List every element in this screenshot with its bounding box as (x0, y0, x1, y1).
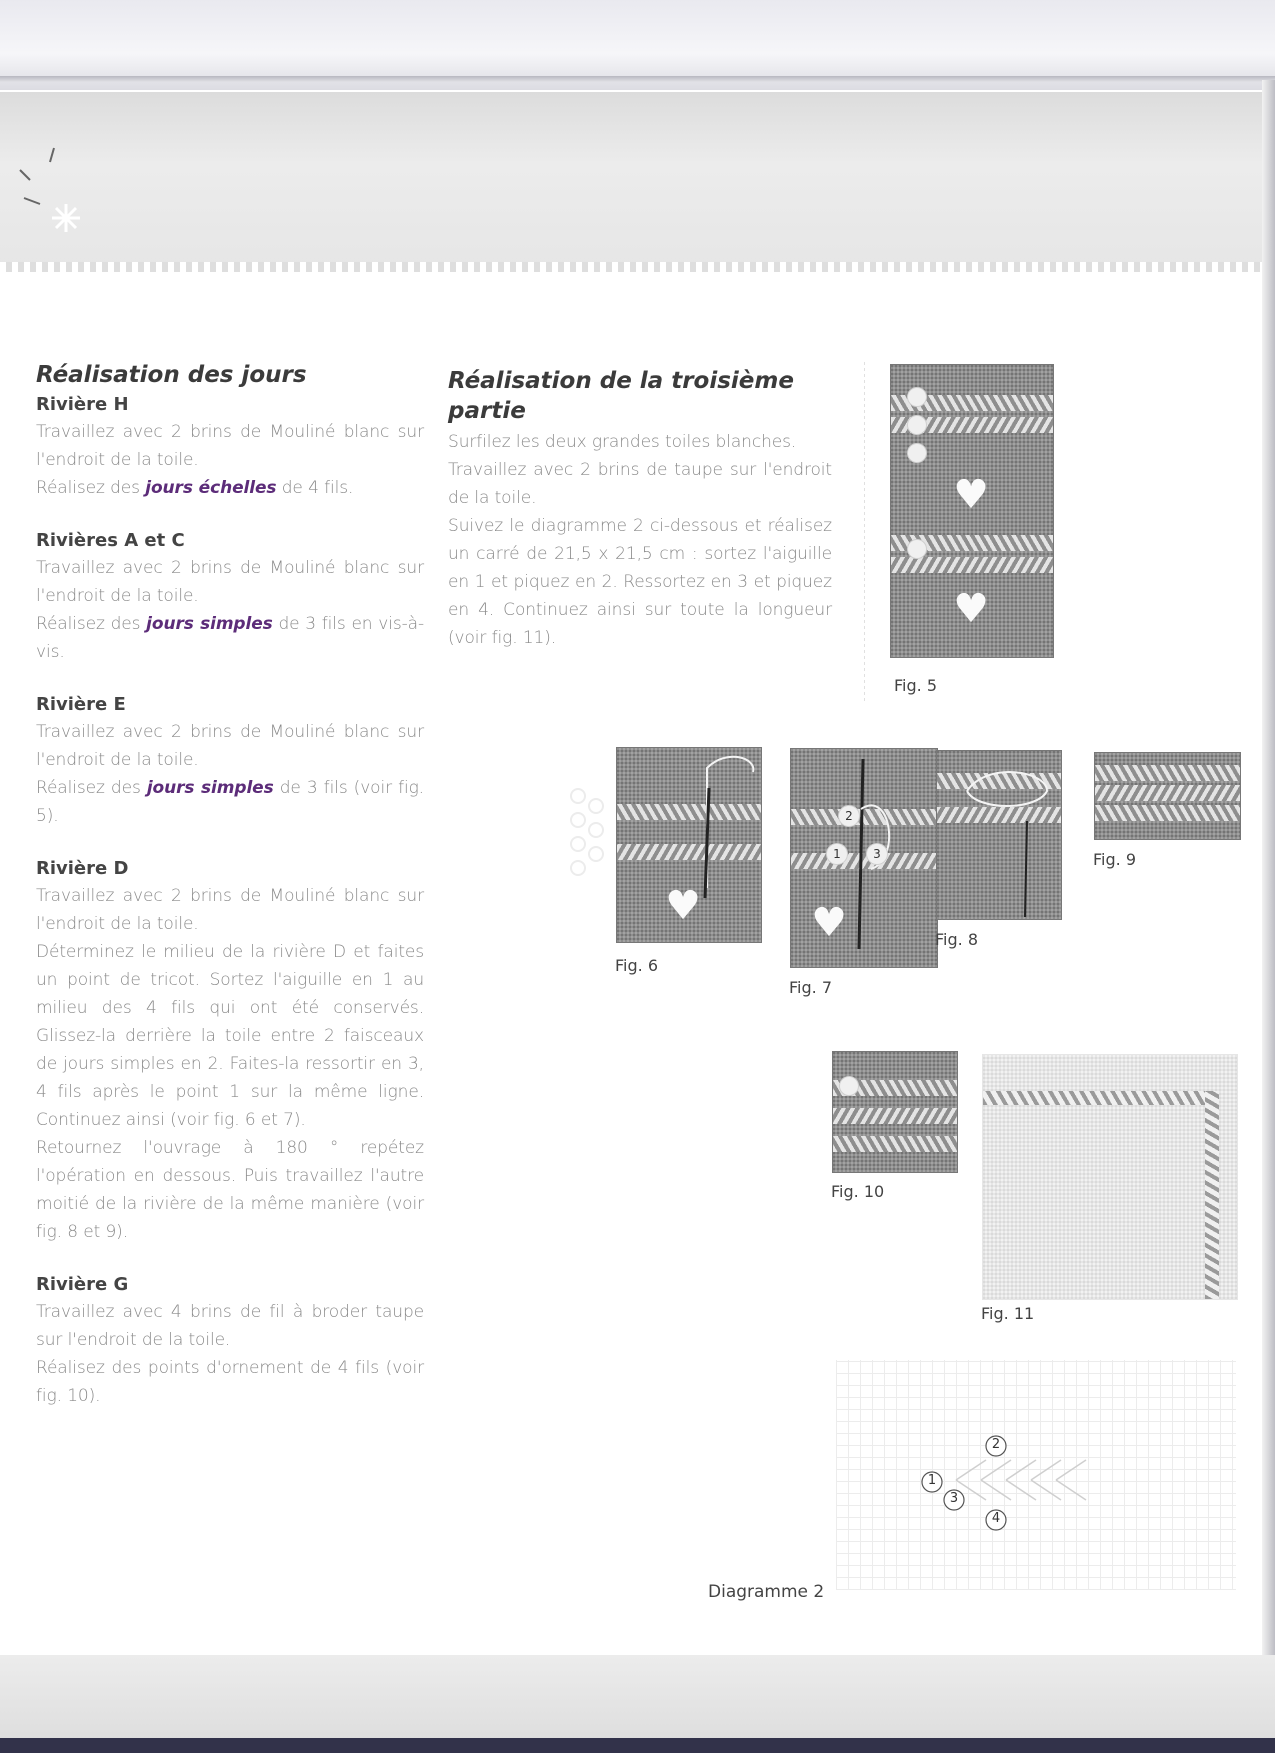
marker-1: 1 (826, 843, 848, 865)
column-divider (864, 362, 865, 702)
stitch-keyword: jours échelles (145, 478, 277, 498)
fig-8-photo (936, 750, 1062, 920)
snowflake-icon (18, 138, 98, 248)
stitch-keyword: jours simples (146, 778, 274, 798)
section-riviere (36, 392, 424, 502)
section-title: Rivières A et C (36, 530, 185, 551)
fig-10-caption: Fig. 10 (831, 1182, 885, 1201)
marker-3: 3 (866, 843, 888, 865)
scan-border-right (1262, 80, 1275, 1680)
section-riviere (36, 528, 424, 666)
button-dot (907, 387, 927, 407)
hemstitch-row (833, 1136, 957, 1152)
section-paragraph: Travaillez avec 2 brins de Mouliné blanc sur l'endroit de la toile. (36, 558, 424, 606)
fig-7-caption: Fig. 7 (789, 978, 832, 997)
diagram-marker-3: 3 (949, 1491, 959, 1506)
fig-10-photo (832, 1051, 958, 1173)
marker-2: 2 (838, 805, 860, 827)
paragraph-text: Réalisez des (36, 478, 146, 498)
paragraph-text: de 3 fils (voir fig. 5). (36, 778, 424, 826)
diagram-2-stitches (836, 1360, 1236, 1590)
paragraph-text: de 4 fils. (276, 478, 354, 498)
fig-8-caption: Fig. 8 (935, 930, 978, 949)
diagram-marker-1: 1 (927, 1473, 937, 1488)
hemstitch-row (833, 1108, 957, 1124)
mid-line-2: Travaillez avec 2 brins de taupe sur l'endroit de la toile. (448, 460, 832, 508)
button-dot (839, 1076, 859, 1096)
fig-6-caption: Fig. 6 (615, 956, 658, 975)
scan-line (0, 76, 1275, 82)
chevron-border (983, 1091, 1217, 1105)
fig-7-photo (790, 748, 938, 968)
mid-line-3: Suivez le diagramme 2 ci-dessous et réalisez un carré de 21,5 x 21,5 cm : sortez l'aiguille en 1 et piquez en 2. Ressortez en 3 et piquez en 4. Continuez ainsi sur toute la longueur (voir fig. 11). (448, 516, 832, 648)
heart-icon: ♥ (811, 900, 847, 946)
heart-icon: ♥ (665, 883, 701, 929)
section-riviere (36, 692, 424, 830)
section-paragraph: Travaillez avec 2 brins de Mouliné blanc sur l'endroit de la toile. (36, 422, 424, 470)
section-title: Rivière D (36, 858, 129, 879)
section-paragraph (36, 474, 424, 502)
left-sections (36, 392, 424, 1410)
hemstitch-row (891, 557, 1053, 573)
fig-11-photo (982, 1054, 1238, 1300)
fig-6-photo (616, 747, 762, 943)
paragraph-text: Réalisez des (36, 614, 147, 634)
fig-5-caption: Fig. 5 (894, 676, 937, 695)
section-heading-jours: Réalisation des jours (36, 362, 307, 388)
scan-base-strip (0, 1738, 1275, 1753)
middle-column (448, 366, 832, 652)
header-band (0, 92, 1275, 272)
fig-5-photo (890, 364, 1054, 658)
paragraph-text: de 3 fils en vis-à-vis. (36, 614, 424, 662)
section-paragraph (36, 610, 424, 666)
hemstitch-row (1095, 765, 1240, 781)
chevron-border (1205, 1091, 1219, 1299)
hemstitch-row (1095, 805, 1240, 821)
fig-9-caption: Fig. 9 (1093, 850, 1136, 869)
section-paragraph: Retournez l'ouvrage à 180 ° repétez l'opération en dessous. Puis travaillez l'autre moitié de la rivière de la même manière (voir fig. 8 et 9). (36, 1138, 424, 1242)
mid-line-1: Surfilez les deux grandes toiles blanches. (448, 432, 797, 452)
needle-thread (937, 751, 1061, 919)
diagram-2-grid (836, 1360, 1236, 1590)
section-paragraph: Travaillez avec 2 brins de Mouliné blanc sur l'endroit de la toile. (36, 886, 424, 934)
diagram-marker-4: 4 (991, 1511, 1001, 1526)
section-title: Rivière E (36, 694, 126, 715)
section-paragraph: Déterminez le milieu de la rivière D et faites un point de tricot. Sortez l'aiguille en 1 au milieu des 4 fils qui ont été conservés. Glissez-la derrière la toile entre 2 faisceaux de jours simples en 2. Faites-la ressortir en 3, 4 fils après le point 1 sur la même ligne. Continuez ainsi (voir fig. 6 et 7). (36, 942, 424, 1130)
diagram-marker-2: 2 (991, 1437, 1001, 1452)
section-title: Rivière G (36, 1274, 129, 1295)
section-riviere (36, 856, 424, 1246)
section-paragraph (36, 774, 424, 830)
section-title: Rivière H (36, 394, 129, 415)
fig-9-photo (1094, 752, 1241, 840)
stitch-keyword: jours simples (146, 614, 273, 634)
heart-icon: ♥ (953, 472, 989, 518)
section-paragraph: Travaillez avec 4 brins de fil à broder taupe sur l'endroit de la toile. (36, 1302, 424, 1350)
button-dot (907, 539, 927, 559)
heart-icon: ♥ (953, 586, 989, 632)
section-paragraph: Réalisez des points d'ornement de 4 fils (voir fig. 10). (36, 1358, 424, 1406)
paragraph-text: Réalisez des (36, 778, 147, 798)
fig-11-caption: Fig. 11 (981, 1304, 1035, 1323)
diagram-2-caption: Diagramme 2 (708, 1582, 825, 1602)
faint-circles (568, 786, 608, 886)
section-riviere (36, 1272, 424, 1410)
header-band-edge (0, 262, 1275, 272)
button-dot (907, 443, 927, 463)
section-paragraph: Travaillez avec 2 brins de Mouliné blanc sur l'endroit de la toile. (36, 722, 424, 770)
button-dot (907, 415, 927, 435)
section-heading-troisieme-partie: Réalisation de la troisième partie (448, 368, 794, 424)
hemstitch-row (1095, 785, 1240, 801)
left-column (36, 360, 424, 1436)
